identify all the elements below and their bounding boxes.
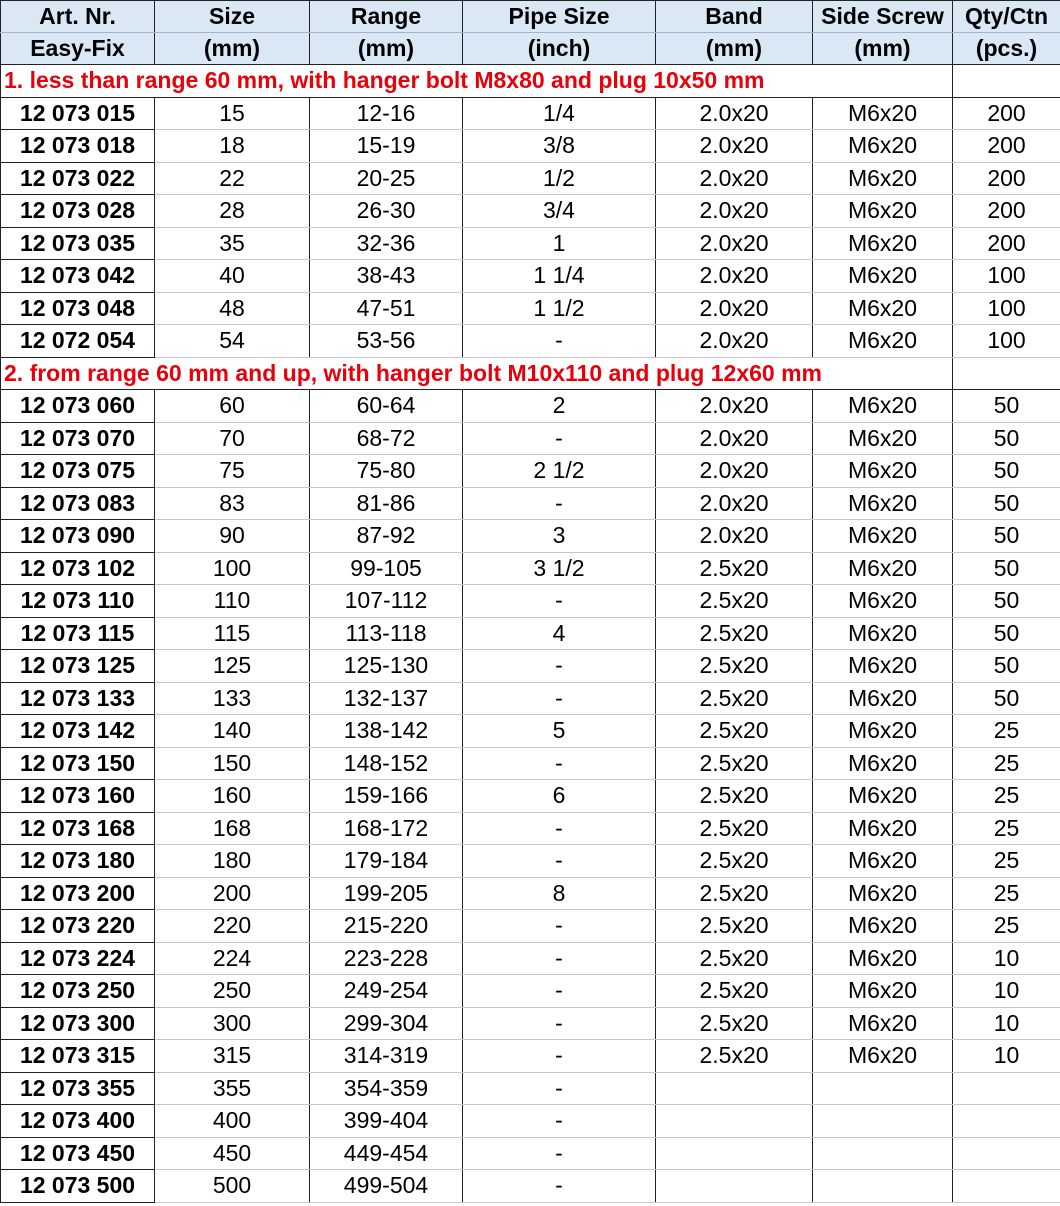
cell-qty: 50 bbox=[953, 682, 1060, 715]
cell-size: 35 bbox=[155, 227, 310, 260]
cell-size: 75 bbox=[155, 455, 310, 488]
cell-side-screw bbox=[813, 1072, 953, 1105]
table-row bbox=[1, 97, 1060, 130]
table-row bbox=[1, 260, 1060, 293]
cell-size: 28 bbox=[155, 195, 310, 228]
cell-band: 2.5x20 bbox=[656, 910, 813, 943]
cell-side-screw: M6x20 bbox=[813, 195, 953, 228]
cell-art-nr: 12 073 450 bbox=[1, 1137, 155, 1170]
cell-size: 160 bbox=[155, 780, 310, 813]
cell-band: 2.0x20 bbox=[656, 260, 813, 293]
cell-size: 15 bbox=[155, 97, 310, 130]
table-row bbox=[1, 975, 1060, 1008]
cell-side-screw bbox=[813, 1105, 953, 1138]
cell-qty: 200 bbox=[953, 195, 1060, 228]
cell-pipe-size: 1/2 bbox=[463, 162, 656, 195]
cell-size: 200 bbox=[155, 877, 310, 910]
cell-side-screw: M6x20 bbox=[813, 260, 953, 293]
cell-size: 110 bbox=[155, 585, 310, 618]
cell-art-nr: 12 073 315 bbox=[1, 1040, 155, 1073]
cell-pipe-size: - bbox=[463, 942, 656, 975]
table-body bbox=[1, 65, 1060, 1203]
cell-size: 250 bbox=[155, 975, 310, 1008]
cell-qty: 50 bbox=[953, 520, 1060, 553]
section-row bbox=[1, 357, 1060, 390]
table-row bbox=[1, 487, 1060, 520]
cell-art-nr: 12 073 300 bbox=[1, 1007, 155, 1040]
cell-side-screw: M6x20 bbox=[813, 877, 953, 910]
table-row bbox=[1, 130, 1060, 163]
cell-range: 15-19 bbox=[310, 130, 463, 163]
header-band: Band bbox=[656, 1, 813, 33]
cell-size: 90 bbox=[155, 520, 310, 553]
cell-qty: 100 bbox=[953, 325, 1060, 358]
cell-size: 140 bbox=[155, 715, 310, 748]
header-range: Range bbox=[310, 1, 463, 33]
cell-size: 54 bbox=[155, 325, 310, 358]
cell-side-screw bbox=[813, 1170, 953, 1203]
cell-size: 300 bbox=[155, 1007, 310, 1040]
cell-art-nr: 12 073 048 bbox=[1, 292, 155, 325]
cell-band: 2.0x20 bbox=[656, 130, 813, 163]
cell-range: 223-228 bbox=[310, 942, 463, 975]
table-row bbox=[1, 780, 1060, 813]
cell-side-screw: M6x20 bbox=[813, 227, 953, 260]
cell-qty: 25 bbox=[953, 747, 1060, 780]
cell-band: 2.5x20 bbox=[656, 682, 813, 715]
cell-range: 20-25 bbox=[310, 162, 463, 195]
header-row-2 bbox=[1, 33, 1060, 65]
cell-qty: 50 bbox=[953, 552, 1060, 585]
header-qty-ctn: Qty/Ctn bbox=[953, 1, 1060, 33]
cell-qty: 10 bbox=[953, 1040, 1060, 1073]
cell-qty: 50 bbox=[953, 455, 1060, 488]
cell-band: 2.5x20 bbox=[656, 617, 813, 650]
cell-range: 354-359 bbox=[310, 1072, 463, 1105]
cell-qty: 200 bbox=[953, 130, 1060, 163]
cell-pipe-size: - bbox=[463, 1007, 656, 1040]
cell-art-nr: 12 073 142 bbox=[1, 715, 155, 748]
cell-pipe-size: 3/8 bbox=[463, 130, 656, 163]
cell-range: 138-142 bbox=[310, 715, 463, 748]
cell-range: 179-184 bbox=[310, 845, 463, 878]
cell-pipe-size: 3 1/2 bbox=[463, 552, 656, 585]
cell-art-nr: 12 073 075 bbox=[1, 455, 155, 488]
cell-art-nr: 12 073 133 bbox=[1, 682, 155, 715]
cell-range: 107-112 bbox=[310, 585, 463, 618]
table-row bbox=[1, 520, 1060, 553]
cell-side-screw: M6x20 bbox=[813, 812, 953, 845]
cell-pipe-size: 1 bbox=[463, 227, 656, 260]
cell-range: 499-504 bbox=[310, 1170, 463, 1203]
cell-art-nr: 12 073 060 bbox=[1, 390, 155, 423]
cell-pipe-size: 8 bbox=[463, 877, 656, 910]
cell-range: 81-86 bbox=[310, 487, 463, 520]
cell-art-nr: 12 073 042 bbox=[1, 260, 155, 293]
cell-range: 99-105 bbox=[310, 552, 463, 585]
cell-band: 2.5x20 bbox=[656, 975, 813, 1008]
cell-pipe-size: 3/4 bbox=[463, 195, 656, 228]
cell-art-nr: 12 073 018 bbox=[1, 130, 155, 163]
cell-band: 2.5x20 bbox=[656, 747, 813, 780]
cell-qty bbox=[953, 1170, 1060, 1203]
cell-qty bbox=[953, 1105, 1060, 1138]
table-row bbox=[1, 812, 1060, 845]
cell-side-screw: M6x20 bbox=[813, 1007, 953, 1040]
cell-size: 60 bbox=[155, 390, 310, 423]
cell-band: 2.0x20 bbox=[656, 292, 813, 325]
cell-pipe-size: 6 bbox=[463, 780, 656, 813]
cell-qty: 25 bbox=[953, 845, 1060, 878]
cell-pipe-size: - bbox=[463, 747, 656, 780]
cell-pipe-size: - bbox=[463, 910, 656, 943]
cell-band: 2.5x20 bbox=[656, 845, 813, 878]
cell-size: 168 bbox=[155, 812, 310, 845]
header-qty-unit: (pcs.) bbox=[953, 33, 1060, 65]
header-pipe-size-unit: (inch) bbox=[463, 33, 656, 65]
cell-band: 2.0x20 bbox=[656, 422, 813, 455]
cell-qty: 200 bbox=[953, 227, 1060, 260]
cell-side-screw: M6x20 bbox=[813, 975, 953, 1008]
cell-pipe-size: - bbox=[463, 1137, 656, 1170]
cell-band: 2.5x20 bbox=[656, 942, 813, 975]
cell-pipe-size: 2 1/2 bbox=[463, 455, 656, 488]
header-size: Size bbox=[155, 1, 310, 33]
cell-pipe-size: - bbox=[463, 422, 656, 455]
cell-qty: 50 bbox=[953, 422, 1060, 455]
cell-pipe-size: 1 1/2 bbox=[463, 292, 656, 325]
cell-band: 2.0x20 bbox=[656, 97, 813, 130]
table-row bbox=[1, 455, 1060, 488]
cell-band: 2.5x20 bbox=[656, 1007, 813, 1040]
cell-qty: 25 bbox=[953, 910, 1060, 943]
cell-range: 159-166 bbox=[310, 780, 463, 813]
cell-side-screw: M6x20 bbox=[813, 97, 953, 130]
cell-qty: 50 bbox=[953, 650, 1060, 683]
table-row bbox=[1, 910, 1060, 943]
cell-size: 70 bbox=[155, 422, 310, 455]
table-row bbox=[1, 227, 1060, 260]
cell-band bbox=[656, 1170, 813, 1203]
cell-band: 2.0x20 bbox=[656, 487, 813, 520]
header-side-screw: Side Screw bbox=[813, 1, 953, 33]
cell-side-screw: M6x20 bbox=[813, 845, 953, 878]
table-row bbox=[1, 292, 1060, 325]
cell-size: 450 bbox=[155, 1137, 310, 1170]
cell-art-nr: 12 073 028 bbox=[1, 195, 155, 228]
cell-side-screw: M6x20 bbox=[813, 130, 953, 163]
cell-range: 53-56 bbox=[310, 325, 463, 358]
cell-band: 2.0x20 bbox=[656, 195, 813, 228]
cell-band: 2.5x20 bbox=[656, 780, 813, 813]
table-row bbox=[1, 845, 1060, 878]
cell-pipe-size: 2 bbox=[463, 390, 656, 423]
cell-size: 500 bbox=[155, 1170, 310, 1203]
cell-qty: 200 bbox=[953, 162, 1060, 195]
table-row bbox=[1, 162, 1060, 195]
cell-band bbox=[656, 1072, 813, 1105]
table-row bbox=[1, 747, 1060, 780]
cell-side-screw: M6x20 bbox=[813, 910, 953, 943]
cell-art-nr: 12 073 160 bbox=[1, 780, 155, 813]
cell-range: 449-454 bbox=[310, 1137, 463, 1170]
cell-band: 2.5x20 bbox=[656, 585, 813, 618]
cell-qty: 100 bbox=[953, 292, 1060, 325]
cell-side-screw: M6x20 bbox=[813, 682, 953, 715]
cell-side-screw: M6x20 bbox=[813, 585, 953, 618]
cell-art-nr: 12 073 224 bbox=[1, 942, 155, 975]
cell-art-nr: 12 073 400 bbox=[1, 1105, 155, 1138]
header-pipe-size: Pipe Size bbox=[463, 1, 656, 33]
section-title-1: 1. less than range 60 mm, with hanger bolt M8x80 and plug 10x50 mm bbox=[1, 65, 953, 98]
cell-qty: 25 bbox=[953, 780, 1060, 813]
cell-side-screw: M6x20 bbox=[813, 1040, 953, 1073]
cell-band: 2.5x20 bbox=[656, 552, 813, 585]
section-row bbox=[1, 65, 1060, 98]
cell-art-nr: 12 072 054 bbox=[1, 325, 155, 358]
table-row bbox=[1, 195, 1060, 228]
cell-range: 47-51 bbox=[310, 292, 463, 325]
cell-qty: 25 bbox=[953, 812, 1060, 845]
cell-art-nr: 12 073 022 bbox=[1, 162, 155, 195]
cell-qty: 10 bbox=[953, 1007, 1060, 1040]
cell-side-screw: M6x20 bbox=[813, 455, 953, 488]
cell-side-screw: M6x20 bbox=[813, 292, 953, 325]
cell-art-nr: 12 073 150 bbox=[1, 747, 155, 780]
cell-pipe-size: - bbox=[463, 487, 656, 520]
cell-pipe-size: - bbox=[463, 975, 656, 1008]
cell-size: 224 bbox=[155, 942, 310, 975]
cell-size: 100 bbox=[155, 552, 310, 585]
cell-pipe-size: - bbox=[463, 1040, 656, 1073]
cell-range: 87-92 bbox=[310, 520, 463, 553]
cell-size: 115 bbox=[155, 617, 310, 650]
header-band-unit: (mm) bbox=[656, 33, 813, 65]
table-row bbox=[1, 422, 1060, 455]
cell-art-nr: 12 073 110 bbox=[1, 585, 155, 618]
cell-side-screw: M6x20 bbox=[813, 520, 953, 553]
cell-art-nr: 12 073 250 bbox=[1, 975, 155, 1008]
cell-band: 2.0x20 bbox=[656, 162, 813, 195]
table-row bbox=[1, 552, 1060, 585]
cell-side-screw: M6x20 bbox=[813, 650, 953, 683]
cell-art-nr: 12 073 168 bbox=[1, 812, 155, 845]
table-row bbox=[1, 942, 1060, 975]
table-row bbox=[1, 1170, 1060, 1203]
table-row bbox=[1, 585, 1060, 618]
cell-art-nr: 12 073 070 bbox=[1, 422, 155, 455]
cell-art-nr: 12 073 180 bbox=[1, 845, 155, 878]
cell-range: 60-64 bbox=[310, 390, 463, 423]
cell-art-nr: 12 073 090 bbox=[1, 520, 155, 553]
cell-band: 2.0x20 bbox=[656, 520, 813, 553]
cell-range: 168-172 bbox=[310, 812, 463, 845]
table-row bbox=[1, 715, 1060, 748]
cell-qty: 50 bbox=[953, 487, 1060, 520]
cell-qty: 200 bbox=[953, 97, 1060, 130]
header-row-1 bbox=[1, 1, 1060, 33]
table-row bbox=[1, 682, 1060, 715]
table-row bbox=[1, 617, 1060, 650]
cell-size: 48 bbox=[155, 292, 310, 325]
cell-range: 38-43 bbox=[310, 260, 463, 293]
cell-range: 199-205 bbox=[310, 877, 463, 910]
cell-size: 83 bbox=[155, 487, 310, 520]
table-row bbox=[1, 325, 1060, 358]
cell-side-screw: M6x20 bbox=[813, 325, 953, 358]
cell-pipe-size: - bbox=[463, 1105, 656, 1138]
cell-size: 133 bbox=[155, 682, 310, 715]
cell-side-screw: M6x20 bbox=[813, 487, 953, 520]
cell-band: 2.0x20 bbox=[656, 227, 813, 260]
cell-range: 75-80 bbox=[310, 455, 463, 488]
cell-band: 2.5x20 bbox=[656, 877, 813, 910]
cell-range: 148-152 bbox=[310, 747, 463, 780]
cell-size: 220 bbox=[155, 910, 310, 943]
cell-range: 12-16 bbox=[310, 97, 463, 130]
cell-band: 2.5x20 bbox=[656, 1040, 813, 1073]
cell-band bbox=[656, 1137, 813, 1170]
section-empty-cell bbox=[953, 65, 1060, 98]
cell-range: 132-137 bbox=[310, 682, 463, 715]
cell-band: 2.5x20 bbox=[656, 650, 813, 683]
cell-range: 249-254 bbox=[310, 975, 463, 1008]
table-row bbox=[1, 1105, 1060, 1138]
cell-side-screw: M6x20 bbox=[813, 747, 953, 780]
cell-range: 68-72 bbox=[310, 422, 463, 455]
cell-size: 400 bbox=[155, 1105, 310, 1138]
cell-side-screw: M6x20 bbox=[813, 162, 953, 195]
cell-pipe-size: - bbox=[463, 845, 656, 878]
cell-qty: 25 bbox=[953, 715, 1060, 748]
cell-pipe-size: 3 bbox=[463, 520, 656, 553]
cell-qty: 10 bbox=[953, 942, 1060, 975]
cell-qty: 50 bbox=[953, 585, 1060, 618]
cell-pipe-size: - bbox=[463, 585, 656, 618]
cell-side-screw: M6x20 bbox=[813, 942, 953, 975]
cell-qty: 50 bbox=[953, 617, 1060, 650]
cell-pipe-size: - bbox=[463, 650, 656, 683]
table-row bbox=[1, 650, 1060, 683]
cell-art-nr: 12 073 115 bbox=[1, 617, 155, 650]
cell-band: 2.5x20 bbox=[656, 812, 813, 845]
cell-range: 399-404 bbox=[310, 1105, 463, 1138]
header-easy-fix: Easy-Fix bbox=[1, 33, 155, 65]
section-empty-cell bbox=[953, 357, 1060, 390]
cell-size: 22 bbox=[155, 162, 310, 195]
cell-pipe-size: 5 bbox=[463, 715, 656, 748]
cell-range: 314-319 bbox=[310, 1040, 463, 1073]
cell-pipe-size: 1 1/4 bbox=[463, 260, 656, 293]
table-row bbox=[1, 1007, 1060, 1040]
cell-qty: 25 bbox=[953, 877, 1060, 910]
cell-pipe-size: - bbox=[463, 1072, 656, 1105]
cell-side-screw: M6x20 bbox=[813, 617, 953, 650]
section-title-2: 2. from range 60 mm and up, with hanger bolt M10x110 and plug 12x60 mm bbox=[1, 357, 953, 390]
cell-range: 113-118 bbox=[310, 617, 463, 650]
cell-pipe-size: - bbox=[463, 1170, 656, 1203]
cell-size: 150 bbox=[155, 747, 310, 780]
cell-side-screw: M6x20 bbox=[813, 552, 953, 585]
cell-art-nr: 12 073 125 bbox=[1, 650, 155, 683]
cell-range: 32-36 bbox=[310, 227, 463, 260]
header-size-unit: (mm) bbox=[155, 33, 310, 65]
cell-size: 180 bbox=[155, 845, 310, 878]
cell-side-screw: M6x20 bbox=[813, 422, 953, 455]
cell-art-nr: 12 073 015 bbox=[1, 97, 155, 130]
table-row bbox=[1, 1072, 1060, 1105]
header-range-unit: (mm) bbox=[310, 33, 463, 65]
cell-size: 40 bbox=[155, 260, 310, 293]
cell-pipe-size: - bbox=[463, 812, 656, 845]
table-row bbox=[1, 1040, 1060, 1073]
cell-pipe-size: 4 bbox=[463, 617, 656, 650]
cell-band bbox=[656, 1105, 813, 1138]
header-side-screw-unit: (mm) bbox=[813, 33, 953, 65]
cell-art-nr: 12 073 035 bbox=[1, 227, 155, 260]
cell-size: 125 bbox=[155, 650, 310, 683]
cell-range: 26-30 bbox=[310, 195, 463, 228]
table-row bbox=[1, 390, 1060, 423]
cell-side-screw bbox=[813, 1137, 953, 1170]
cell-band: 2.0x20 bbox=[656, 390, 813, 423]
cell-range: 299-304 bbox=[310, 1007, 463, 1040]
cell-qty: 100 bbox=[953, 260, 1060, 293]
cell-art-nr: 12 073 500 bbox=[1, 1170, 155, 1203]
header-art-nr: Art. Nr. bbox=[1, 1, 155, 33]
cell-size: 355 bbox=[155, 1072, 310, 1105]
cell-range: 215-220 bbox=[310, 910, 463, 943]
cell-art-nr: 12 073 200 bbox=[1, 877, 155, 910]
cell-side-screw: M6x20 bbox=[813, 390, 953, 423]
cell-range: 125-130 bbox=[310, 650, 463, 683]
cell-side-screw: M6x20 bbox=[813, 780, 953, 813]
cell-pipe-size: 1/4 bbox=[463, 97, 656, 130]
cell-art-nr: 12 073 083 bbox=[1, 487, 155, 520]
cell-pipe-size: - bbox=[463, 682, 656, 715]
cell-band: 2.5x20 bbox=[656, 715, 813, 748]
cell-band: 2.0x20 bbox=[656, 455, 813, 488]
cell-qty bbox=[953, 1137, 1060, 1170]
cell-size: 18 bbox=[155, 130, 310, 163]
table-row bbox=[1, 1137, 1060, 1170]
cell-qty: 50 bbox=[953, 390, 1060, 423]
cell-pipe-size: - bbox=[463, 325, 656, 358]
cell-band: 2.0x20 bbox=[656, 325, 813, 358]
cell-art-nr: 12 073 355 bbox=[1, 1072, 155, 1105]
cell-art-nr: 12 073 220 bbox=[1, 910, 155, 943]
cell-qty bbox=[953, 1072, 1060, 1105]
cell-size: 315 bbox=[155, 1040, 310, 1073]
cell-qty: 10 bbox=[953, 975, 1060, 1008]
table-row bbox=[1, 877, 1060, 910]
cell-side-screw: M6x20 bbox=[813, 715, 953, 748]
cell-art-nr: 12 073 102 bbox=[1, 552, 155, 585]
